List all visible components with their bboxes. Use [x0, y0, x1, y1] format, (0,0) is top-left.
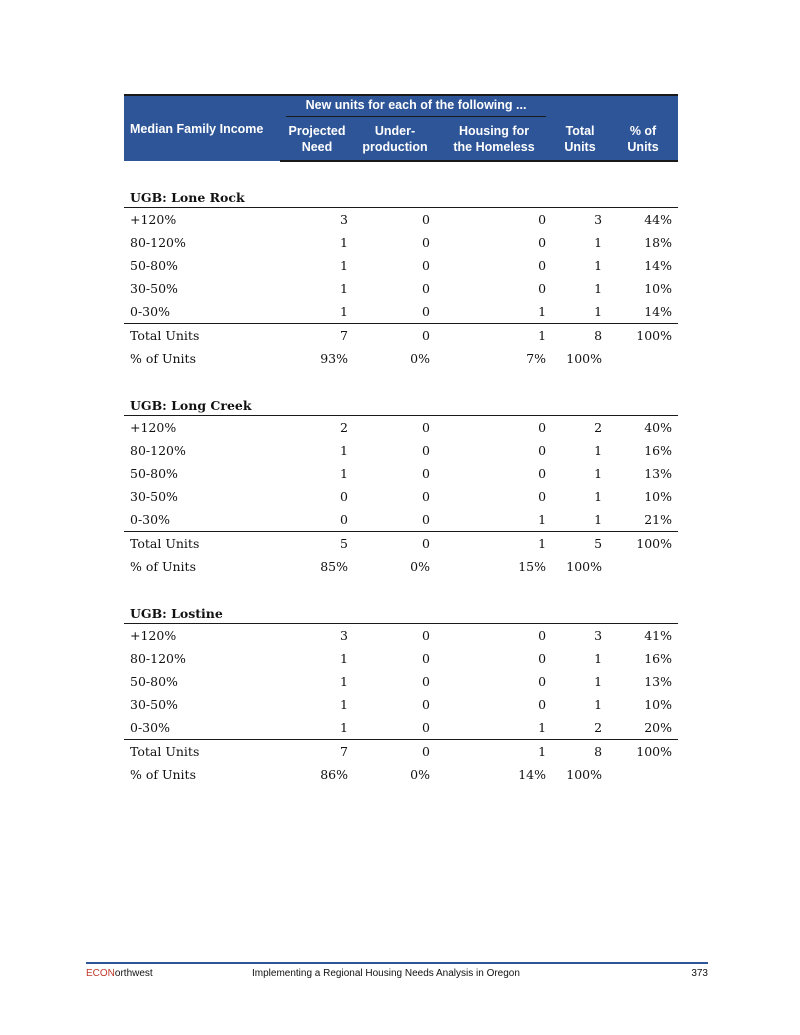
table-cell: 1: [594, 466, 603, 481]
header-pct-units: % of Units: [608, 118, 678, 161]
table-cell: 1: [280, 300, 354, 324]
row-label: % of Units: [130, 559, 196, 574]
table-cell: 41%: [644, 628, 673, 643]
table-row: [124, 462, 678, 485]
section-title: UGB: Lostine: [124, 601, 678, 624]
table-cell: 1: [538, 536, 547, 551]
table-cell: 1: [436, 300, 552, 324]
row-label: 0-30%: [124, 300, 280, 324]
table-cell: 2: [340, 420, 348, 435]
row-label: +120%: [130, 628, 177, 643]
table-cell: 100%: [566, 351, 603, 366]
table-cell: 0: [422, 628, 430, 643]
table-cell: 3: [594, 212, 603, 227]
table-cell: 0: [422, 536, 430, 551]
table-cell: 0%: [410, 351, 430, 366]
section-spacer: [124, 370, 678, 393]
table-cell: 0: [538, 420, 547, 435]
table-cell: 1: [340, 697, 348, 712]
table-cell: 1: [280, 716, 354, 740]
row-label: % of Units: [130, 767, 196, 782]
table-cell: 40%: [644, 420, 673, 435]
total-row: [124, 324, 678, 348]
table-cell: 14%: [608, 300, 678, 324]
table-cell: 0: [538, 258, 547, 273]
housing-units-table: [124, 94, 678, 786]
table-cell: 10%: [644, 281, 673, 296]
spacer-cell: [124, 370, 678, 393]
table-cell: 100%: [566, 559, 603, 574]
row-label: 50-80%: [130, 258, 178, 273]
table-body: [124, 161, 678, 786]
footer-brand: ECONorthwest: [86, 968, 153, 979]
table-cell: 1: [594, 443, 603, 458]
row-label: 30-50%: [130, 489, 178, 504]
table-cell: 14%: [518, 767, 547, 782]
row-label: +120%: [130, 212, 177, 227]
header-projected-need: Projected Need: [280, 118, 354, 161]
table-cell: 0: [422, 489, 430, 504]
table-cell: 13%: [644, 674, 673, 689]
total-row: [124, 740, 678, 764]
row-label: Total Units: [130, 328, 200, 343]
table-cell: 3: [340, 212, 348, 227]
spacer-cell: [124, 161, 678, 185]
table-cell: 0: [422, 674, 430, 689]
table-cell: 0: [538, 235, 547, 250]
table-cell: 100%: [636, 744, 673, 759]
table-cell: 8: [594, 744, 603, 759]
table-cell: 7%: [526, 351, 547, 366]
percent-row: [124, 347, 678, 370]
table-cell: 1: [538, 328, 547, 343]
table-cell: 8: [594, 328, 603, 343]
table-cell: 1: [594, 697, 603, 712]
table-cell: 0: [538, 212, 547, 227]
table-cell: 100%: [636, 536, 673, 551]
table-cell: 0: [422, 744, 430, 759]
table-cell: 0: [422, 212, 430, 227]
row-label: 0-30%: [124, 716, 280, 740]
table-cell: 10%: [644, 489, 673, 504]
table-cell: 0: [280, 508, 354, 532]
table-cell: 10%: [644, 697, 673, 712]
table-cell: 1: [340, 443, 348, 458]
table-row: [124, 693, 678, 716]
header-median-family-income: Median Family Income: [124, 95, 280, 161]
table-cell: 100%: [636, 328, 673, 343]
table-cell: 2: [552, 716, 608, 740]
table-cell: 0: [422, 328, 430, 343]
table-cell: 1: [552, 300, 608, 324]
table-cell: 1: [594, 651, 603, 666]
table-row: [124, 231, 678, 254]
table-cell: 1: [340, 281, 348, 296]
table-cell: 7: [340, 744, 348, 759]
table-cell: [608, 347, 678, 370]
table-cell: 5: [340, 536, 348, 551]
table-cell: 0%: [410, 767, 430, 782]
table-cell: 13%: [644, 466, 673, 481]
table-cell: 1: [538, 744, 547, 759]
table-row: [124, 624, 678, 648]
table-cell: 0%: [410, 559, 430, 574]
table-cell: 0: [422, 235, 430, 250]
row-label: 80-120%: [130, 443, 186, 458]
table-cell: 0: [340, 489, 348, 504]
table-cell: 100%: [566, 767, 603, 782]
table-cell: 86%: [320, 767, 348, 782]
section-title-row: [124, 393, 678, 416]
row-label: 0-30%: [124, 508, 280, 532]
table-cell: 3: [594, 628, 603, 643]
section-title-row: [124, 185, 678, 208]
header-total-units: Total Units: [552, 118, 608, 161]
table-row: [124, 647, 678, 670]
row-label: 80-120%: [130, 651, 186, 666]
section-title: UGB: Lone Rock: [124, 185, 678, 208]
table-cell: 16%: [644, 651, 673, 666]
table-cell: 1: [552, 508, 608, 532]
table-row: [124, 670, 678, 693]
row-label: +120%: [130, 420, 177, 435]
table-cell: 1: [340, 235, 348, 250]
table-cell: 0: [422, 443, 430, 458]
table-cell: 0: [422, 697, 430, 712]
table-cell: 16%: [644, 443, 673, 458]
table-cell: 1: [340, 651, 348, 666]
table-cell: 2: [594, 420, 603, 435]
spacer-cell: [124, 578, 678, 601]
row-label: 30-50%: [130, 697, 178, 712]
row-label: % of Units: [130, 351, 196, 366]
table-cell: 1: [340, 674, 348, 689]
table-cell: 0: [354, 300, 436, 324]
table-cell: 20%: [608, 716, 678, 740]
page-footer: [86, 962, 708, 979]
table-cell: 1: [594, 281, 603, 296]
table-cell: 0: [538, 628, 547, 643]
table-cell: 44%: [644, 212, 673, 227]
table-cell: 14%: [644, 258, 673, 273]
header-group-new-units: New units for each of the following ...: [280, 95, 552, 118]
table-cell: 0: [422, 258, 430, 273]
row-label: 50-80%: [130, 674, 178, 689]
table-cell: [608, 763, 678, 786]
table-row: [124, 508, 678, 532]
section-title: UGB: Long Creek: [124, 393, 678, 416]
table-row: [124, 208, 678, 232]
header-top-spacer-total: [552, 95, 608, 118]
table-cell: 0: [538, 281, 547, 296]
row-label: Total Units: [130, 744, 200, 759]
footer-document-title: Implementing a Regional Housing Needs Analysis in Oregon: [252, 968, 520, 979]
percent-row: [124, 763, 678, 786]
table-row: [124, 416, 678, 440]
table-cell: 18%: [644, 235, 673, 250]
table-cell: 1: [340, 258, 348, 273]
table-row: [124, 716, 678, 740]
percent-row: [124, 555, 678, 578]
table-row: [124, 485, 678, 508]
table-cell: 0: [354, 508, 436, 532]
table-cell: 15%: [518, 559, 547, 574]
table-cell: 0: [538, 651, 547, 666]
table-cell: 7: [340, 328, 348, 343]
table-cell: 1: [594, 235, 603, 250]
table-row: [124, 300, 678, 324]
table-cell: 0: [538, 466, 547, 481]
section-spacer: [124, 578, 678, 601]
section-title-row: [124, 601, 678, 624]
table-cell: 3: [340, 628, 348, 643]
row-label: Total Units: [130, 536, 200, 551]
table-cell: 1: [436, 716, 552, 740]
header-underproduction: Under- production: [354, 118, 436, 161]
row-label: 50-80%: [130, 466, 178, 481]
table-cell: 0: [422, 420, 430, 435]
table-cell: 1: [594, 674, 603, 689]
table-cell: 0: [422, 466, 430, 481]
table-cell: 0: [538, 674, 547, 689]
section-spacer: [124, 161, 678, 185]
row-label: 80-120%: [130, 235, 186, 250]
table-cell: 85%: [320, 559, 348, 574]
table-cell: 1: [594, 258, 603, 273]
table-cell: 0: [354, 716, 436, 740]
table-cell: 1: [594, 489, 603, 504]
header-top-spacer-pct: [608, 95, 678, 118]
table-cell: 5: [594, 536, 603, 551]
table-cell: 0: [422, 281, 430, 296]
table-cell: 1: [436, 508, 552, 532]
table-row: [124, 439, 678, 462]
table-cell: 1: [340, 466, 348, 481]
row-label: 30-50%: [130, 281, 178, 296]
table-cell: 0: [538, 697, 547, 712]
table-cell: 0: [422, 651, 430, 666]
table-cell: 0: [538, 443, 547, 458]
table-row: [124, 277, 678, 300]
table-cell: 93%: [320, 351, 348, 366]
table-cell: 0: [538, 489, 547, 504]
table-row: [124, 254, 678, 277]
header-housing-homeless: Housing for the Homeless: [436, 118, 552, 161]
total-row: [124, 532, 678, 556]
table-cell: 21%: [608, 508, 678, 532]
footer-page-number: 373: [691, 968, 708, 979]
table-cell: [608, 555, 678, 578]
